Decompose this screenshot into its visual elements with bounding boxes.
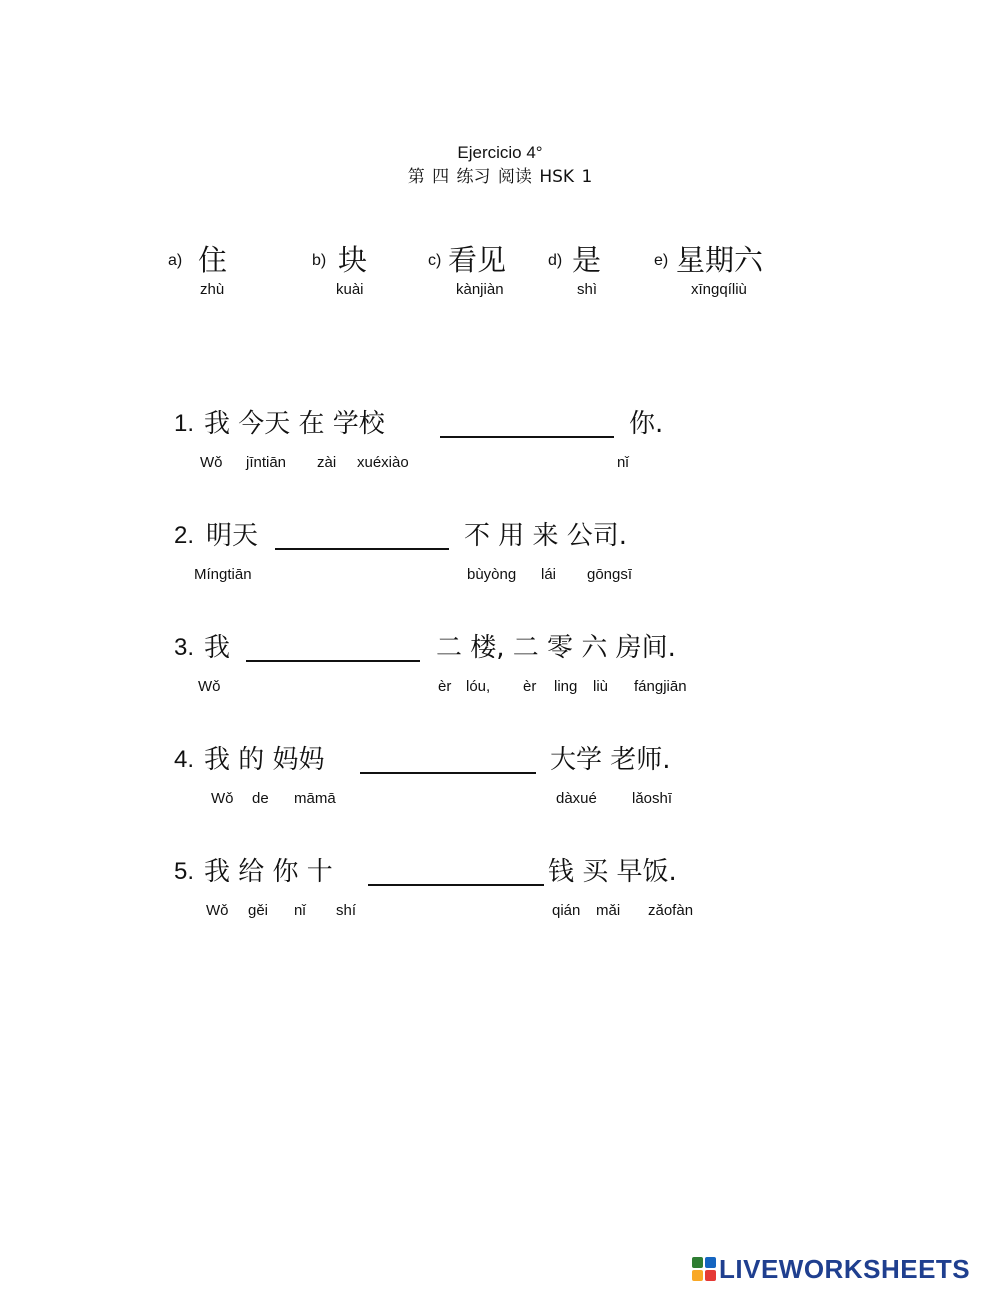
question-text-after: 不 用 来 公司. bbox=[464, 521, 628, 551]
question-number: 3. bbox=[174, 634, 195, 661]
option-letter: b) bbox=[312, 252, 327, 269]
question-5 bbox=[174, 854, 794, 934]
pinyin-word: dàxué bbox=[556, 790, 597, 807]
question-text-before: 我 今天 在 学校 bbox=[204, 409, 385, 439]
option-hanzi: 看见 bbox=[448, 243, 507, 277]
option-hanzi: 是 bbox=[572, 243, 602, 277]
pinyin-word: ling bbox=[554, 678, 578, 695]
pinyin-word: Wǒ bbox=[200, 454, 223, 471]
question-3 bbox=[174, 630, 794, 710]
pinyin-word: Míngtiān bbox=[194, 566, 252, 583]
option-pinyin: shì bbox=[577, 281, 598, 298]
option-letter: e) bbox=[654, 252, 669, 269]
option-hanzi: 块 bbox=[338, 243, 368, 277]
pinyin-word: qián bbox=[552, 902, 581, 919]
pinyin-word: Wǒ bbox=[206, 902, 229, 919]
pinyin-word: de bbox=[252, 790, 269, 807]
question-text-before: 我 给 你 十 bbox=[204, 857, 333, 887]
answer-blank[interactable] bbox=[246, 660, 420, 662]
option-letter: a) bbox=[168, 252, 183, 269]
exercise-title: Ejercicio 4° bbox=[457, 143, 543, 162]
option-letter: d) bbox=[548, 252, 563, 269]
pinyin-word: mǎi bbox=[596, 902, 621, 919]
question-4 bbox=[174, 742, 794, 822]
liveworksheets-logo[interactable] bbox=[692, 1255, 970, 1283]
pinyin-word: māmā bbox=[294, 790, 336, 807]
question-1 bbox=[174, 406, 794, 486]
question-text-after: 你. bbox=[629, 409, 664, 439]
pinyin-word: bùyòng bbox=[467, 566, 517, 583]
question-text-after: 钱 买 早饭. bbox=[548, 857, 677, 887]
logo-square bbox=[705, 1257, 716, 1268]
pinyin-word: jīntiān bbox=[246, 454, 287, 471]
exercise-subtitle: 第 四 练习 阅读 HSK 1 bbox=[407, 167, 593, 187]
logo-mark-icon bbox=[692, 1257, 716, 1281]
question-2 bbox=[174, 518, 794, 598]
question-number: 1. bbox=[174, 410, 195, 437]
pinyin-word: lóu, bbox=[466, 678, 491, 695]
option-pinyin: xīngqíliù bbox=[691, 281, 747, 298]
question-text-before: 我 bbox=[204, 633, 231, 663]
pinyin-word: èr bbox=[438, 678, 452, 695]
answer-blank[interactable] bbox=[275, 548, 449, 550]
answer-blank[interactable] bbox=[368, 884, 544, 886]
worksheet-header bbox=[0, 142, 1000, 190]
question-number: 2. bbox=[174, 522, 195, 549]
pinyin-word: zài bbox=[317, 454, 337, 471]
logo-square bbox=[692, 1257, 703, 1268]
pinyin-word: zǎofàn bbox=[648, 902, 694, 919]
pinyin-word: shí bbox=[336, 902, 357, 919]
logo-text: LIVEWORKSHEETS bbox=[719, 1253, 971, 1284]
option-hanzi: 星期六 bbox=[676, 243, 764, 277]
question-text-after: 大学 老师. bbox=[550, 745, 671, 775]
pinyin-word: xuéxiào bbox=[357, 454, 409, 471]
question-text-after: 二 楼, 二 零 六 房间. bbox=[436, 633, 676, 663]
pinyin-word: Wǒ bbox=[211, 790, 234, 807]
option-pinyin: kànjiàn bbox=[456, 281, 504, 298]
pinyin-word: liù bbox=[593, 678, 609, 695]
option-letter: c) bbox=[428, 252, 442, 269]
pinyin-word: lái bbox=[541, 566, 557, 583]
pinyin-word: èr bbox=[523, 678, 537, 695]
pinyin-word: nǐ bbox=[294, 902, 306, 919]
option-pinyin: kuài bbox=[336, 281, 364, 298]
logo-square bbox=[705, 1270, 716, 1281]
pinyin-word: Wǒ bbox=[198, 678, 221, 695]
pinyin-word: nǐ bbox=[617, 454, 629, 471]
question-number: 5. bbox=[174, 858, 195, 885]
answer-blank[interactable] bbox=[360, 772, 536, 774]
pinyin-word: fángjiān bbox=[634, 678, 687, 695]
pinyin-word: gōngsī bbox=[587, 566, 633, 583]
option-hanzi: 住 bbox=[198, 243, 228, 277]
pinyin-word: lǎoshī bbox=[632, 790, 673, 807]
question-number: 4. bbox=[174, 746, 195, 773]
logo-square bbox=[692, 1270, 703, 1281]
option-pinyin: zhù bbox=[200, 281, 225, 298]
answer-blank[interactable] bbox=[440, 436, 614, 438]
question-text-before: 我 的 妈妈 bbox=[204, 745, 325, 775]
pinyin-word: gěi bbox=[248, 902, 269, 919]
question-text-before: 明天 bbox=[206, 521, 259, 551]
